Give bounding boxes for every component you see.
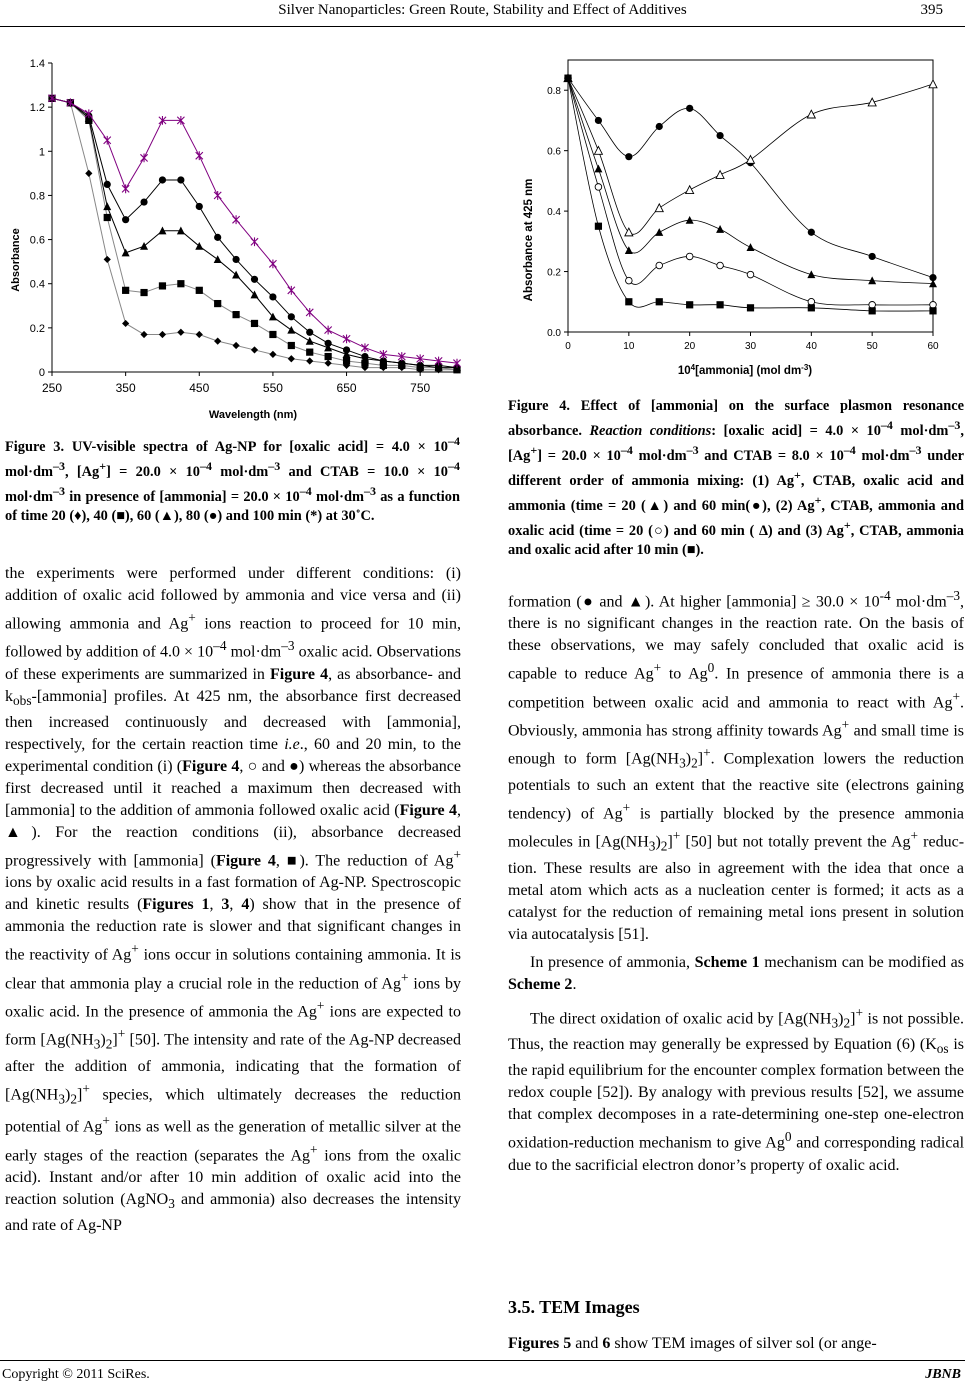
figure-3-data-point xyxy=(196,203,203,210)
figure-3-data-point xyxy=(287,326,295,334)
figure-3-data-point xyxy=(140,154,147,163)
figure-3-series-line xyxy=(52,98,457,369)
figure-3-data-point xyxy=(232,256,239,263)
figure-3-data-point xyxy=(325,340,332,347)
figure-3-data-point xyxy=(196,151,203,160)
figure-3-data-point xyxy=(306,308,313,317)
figure-3-x-tick-label: 350 xyxy=(115,381,136,395)
figure-4-data-point xyxy=(808,229,815,236)
figure-3-data-point xyxy=(288,313,295,320)
figure-4-data-point xyxy=(595,117,602,124)
figure-4-x-tick-label: 50 xyxy=(866,341,878,352)
journal-abbreviation: JBNB xyxy=(925,1367,961,1382)
figure-3-series-line xyxy=(52,98,457,369)
figure-3-data-point xyxy=(251,276,258,283)
figure-3-data-point xyxy=(122,184,129,193)
figure-3-data-point xyxy=(343,346,350,353)
figure-3-data-point xyxy=(122,216,129,223)
figure-3-y-tick-label: 0.4 xyxy=(29,278,45,291)
figure-3-data-point xyxy=(140,289,147,296)
figure-3-data-point xyxy=(140,242,148,250)
figure-3-caption: Figure 3. UV-visible spectra of Ag-NP for [oxalic acid] = $4.0 \times 10^{-4}$ $mol\cdot dm^{-3}$, $[Ag^+] = 20.0 \times 10^{-4}$ $mol\cdot dm^{-3}$ and CTAB = $10.0 \times 10^{-4}$ $mol\cdot dm^{-3}$ in presence of [ammonia] = $20.0 \times 10^{-4}$ $mol\cdot dm^{-3}$ as a function of time 20 (♦), 40 (■), 60 (▲), 80 (●) and 100 min (*) at 30˚C. xyxy=(5,434,460,524)
figure-4-y-axis-label: Absorbance at 425 nm xyxy=(523,178,535,302)
figure-3-series-line xyxy=(52,98,457,367)
figure-4-data-point xyxy=(930,302,937,309)
figure-4-data-point xyxy=(747,243,755,251)
figure-3-x-tick-label: 550 xyxy=(262,381,283,395)
figure-3-data-point xyxy=(104,181,111,188)
figure-3-data-point xyxy=(214,338,221,345)
figure-3-data-point xyxy=(159,176,166,183)
figure-4-axes xyxy=(547,60,939,352)
figure-3-data-point xyxy=(159,282,166,289)
body-paragraph: the experiments were performed under different conditions: (i) addition of oxalic acid followed by ammonia and vice versa and (ii) allowing ammonia and Ag+ ions reaction to proceed for 10 min, followed by addition of $4.0 \times 10^{-4}$ $mol\cdot dm^{-3}$ oxalic acid. Observations of these experiments are summarized in Figure 4, as absorbance- and $k_{obs}-[ammonia]$ profiles. At 425 nm, the absorbance first decreased then increased continuously and decreased with [ammonia], respectively, for the certain reaction time i.e., 60 and 20 min, to the experimental condition (i) (Figure 4, ○ and ●) whereas the absorbance first decreased until it reached a maximum then decreased with [ammonia] to the addition of ammonia followed oxalic acid (Figure 4, ▲). For the reaction conditions (ii), absorbance decreased progressively with [ammonia] (Figure 4, ■). The reduction of Ag+ ions by oxalic acid results in a fast formation of Ag-NP. Spectroscopic and kinetic results (Figures 1, 3, 4) show that in the presence of ammonia the reduction rate is slower and that significant changes in the reactivity of Ag+ ions occur in solutions containing ammonia. It is clear that ammonia play a crucial role in the reduction of Ag+ ions by oxalic acid. In the presence of ammonia the Ag+ ions are expected to form $[Ag(NH_3)_2]^+$ [50]. The intensity and rate of the Ag-NP decreased after the addition of ammonia, indicating that the formation of $[Ag(NH_3)_2]^+$ species, which ultimately decreases the reduction potential of Ag+ ions as well as the generation of metallic silver at the early stages of the reaction (separates the Ag+ ions from the oxalic acid). Instant and/or after 10 min addition of oxalic acid into the reaction solution (AgNO$_3$ and ammonia) also decreases the intensity and rate of Ag-NP xyxy=(5,565,462,1235)
figure-4-data-point xyxy=(594,146,602,154)
figure-4-data-point xyxy=(626,277,633,284)
figure-3-data-point xyxy=(325,360,332,367)
body-paragraph: formation (● and ▲). At higher [ammonia] ≥ $30.0 \times 10^{-4}$ $mol\cdot dm^{-3}$, there is no significant changes in the reaction rate. On the basis of these observations, we may safely concluded that oxalic acid is capable to reduce Ag+ to Ag$^0$. In presence of ammonia there is a competition between oxalic acid and ammonia to react with Ag+. Obviously, ammonia has strong affinity towards Ag+ and small time is enough to form $[Ag(NH_3)_2]^+$. Complexation lowers the reduction potentials to such an extent that the reactive site (electrons gaining tendency) of Ag+ is partially blocked by the presence ammonia molecules in $[Ag(NH_3)_2]^+$ [50] but not totally prevent the Ag+ reduction. These results are also in agreement with the idea that once a metal atom which acts as a nucleation center is formed; it acts as a catalyst for the reduction of remaining metal ions present in solution via autocatalysis [51]. xyxy=(508,588,965,943)
page-footer xyxy=(0,1360,965,1386)
figure-4-data-point xyxy=(625,153,632,160)
figure-3-x-tick-label: 450 xyxy=(189,381,210,395)
page-header xyxy=(0,0,965,30)
section-heading: 3.5. TEM Images xyxy=(508,1297,640,1317)
right-column-text-continued xyxy=(508,1333,964,1355)
figure-4-data-point xyxy=(716,301,723,308)
figure-4-data-point xyxy=(747,304,754,311)
figure-3-data-point xyxy=(306,357,313,364)
figure-3-y-axis-label: Absorbance xyxy=(10,228,22,292)
figure-3-data-point xyxy=(288,286,295,295)
figure-3-y-tick-label: 0.2 xyxy=(29,322,45,335)
figure-4-data-point xyxy=(655,228,663,236)
figure-3-data-point xyxy=(104,136,111,145)
figure-4-data-point xyxy=(686,253,693,260)
figure-4-x-axis-label: $10^4[ammonia]$ (mol $dm^{-3}$) xyxy=(677,362,813,377)
figure-4-data-point xyxy=(868,98,876,106)
figure-3-data-point xyxy=(325,326,332,335)
figure-4-x-tick-label: 10 xyxy=(623,341,635,352)
figure-3-chart xyxy=(0,40,470,430)
figure-4-caption: Figure 4. Effect of [ammonia] on the surface plasmon resonance absorbance. Reaction conditions: [oxalic acid] = $4.0 \times 10^{-4}$ $mol\cdot dm^{-3}$, $[Ag^+] = 20.0 \times 10^{-4}$ $mol\cdot dm^{-3}$ and CTAB = $8.0 \times 10^{-4}$ $mol\cdot dm^{-3}$ under different order of ammonia mixing: (1) Ag+, CTAB, oxalic acid and ammonia (time = 20 (▲) and 60 min(●), (2) Ag+, CTAB, ammonia and oxalic acid (time = 20 (○) and 60 min ( ∆) and (3) Ag+, CTAB, ammonia and oxalic acid after 10 min (■). xyxy=(508,398,964,559)
figure-4-x-tick-label: 20 xyxy=(684,341,696,352)
figure-3-data-point xyxy=(232,342,239,349)
figure-4-data-point xyxy=(625,298,632,305)
figure-3-data-point xyxy=(269,259,276,268)
running-title: Silver Nanoparticles: Green Route, Stability and Effect of Additives xyxy=(278,2,687,18)
figure-3-data-point xyxy=(214,255,222,263)
figure-3-data-point xyxy=(214,300,221,307)
figure-3-y-tick-label: 1.2 xyxy=(29,102,45,115)
figure-3-x-axis-label: Wavelength (nm) xyxy=(208,409,298,421)
figure-3-data-point xyxy=(122,287,129,294)
figure-4-data-point xyxy=(717,262,724,269)
figure-3-x-tick-label: 250 xyxy=(41,381,63,395)
figure-3-axes xyxy=(30,58,457,395)
figure-3-data-point xyxy=(251,346,258,353)
figure-3-y-tick-label: 0.8 xyxy=(29,190,45,203)
figure-4-data-point xyxy=(686,186,694,194)
figure-3-data-point xyxy=(104,214,111,221)
figure-4-data-point xyxy=(808,304,815,311)
figure-4-x-tick-label: 30 xyxy=(744,341,757,352)
figure-3-data-point xyxy=(251,320,258,327)
figure-4-chart xyxy=(505,40,965,390)
figure-3-x-tick-label: 650 xyxy=(336,381,357,395)
figure-4-data-point xyxy=(656,298,663,305)
figure-4-series-curve xyxy=(568,78,933,284)
figure-3-data-point xyxy=(85,170,92,177)
right-column-text xyxy=(508,585,964,1177)
figure-4-data-point xyxy=(686,301,693,308)
figure-3-data-point xyxy=(269,331,276,338)
figure-3-data-point xyxy=(104,256,111,263)
figure-3-data-point xyxy=(140,331,147,338)
figure-3-data-point xyxy=(177,329,184,336)
figure-3-y-tick-label: 1.4 xyxy=(29,58,45,70)
left-column-text xyxy=(5,563,461,1237)
figure-4-data-point xyxy=(807,270,815,278)
figure-3-data-point xyxy=(232,271,240,279)
figure-3-x-tick-label: 750 xyxy=(410,381,431,395)
figure-4-data-point xyxy=(929,307,936,314)
figure-4-data-point xyxy=(595,184,602,191)
figure-4-data-point xyxy=(656,123,663,130)
figure-4-data-point xyxy=(869,307,876,314)
figure-3-series-line xyxy=(52,98,457,367)
figure-4-x-tick-label: 40 xyxy=(805,341,817,352)
figure-3-data-point xyxy=(288,355,295,362)
figure-4-data-point xyxy=(716,171,724,179)
figure-4-plot-area xyxy=(564,74,937,315)
figure-4-data-point xyxy=(716,132,723,139)
figure-3-data-point xyxy=(361,353,368,360)
figure-3-data-point xyxy=(343,334,350,343)
figure-3-data-point xyxy=(122,249,130,257)
figure-3-data-point xyxy=(306,329,313,336)
figure-3-data-point xyxy=(122,320,129,327)
figure-4-y-tick-label: 0.8 xyxy=(547,86,561,98)
figure-3-data-point xyxy=(269,351,276,358)
figure-3-data-point xyxy=(343,357,350,364)
figure-4-data-point xyxy=(655,204,663,212)
figure-4-y-tick-label: 0.4 xyxy=(547,207,561,219)
figure-3-data-point xyxy=(196,331,203,338)
figure-3-data-point xyxy=(325,353,332,360)
body-paragraph: In presence of ammonia, Scheme 1 mechanism can be modified as Scheme 2. xyxy=(508,953,965,993)
header-rule xyxy=(0,26,965,27)
figure-4-y-tick-label: 0.6 xyxy=(547,146,561,158)
figure-4-y-tick-label: 0.0 xyxy=(547,328,561,339)
copyright-notice: Copyright © 2011 SciRes. xyxy=(2,1367,150,1382)
figure-3-data-point xyxy=(177,176,184,183)
figure-4-data-point xyxy=(747,271,754,278)
figure-4-data-point xyxy=(808,298,815,305)
figure-3-data-point xyxy=(232,311,239,318)
figure-3-data-point xyxy=(214,234,221,241)
figure-4-y-tick-label: 0.2 xyxy=(547,267,561,279)
figure-4-data-point xyxy=(594,165,602,173)
figure-3-data-point xyxy=(269,293,276,300)
figure-4-data-point xyxy=(869,302,876,309)
figure-3-data-point xyxy=(306,349,313,356)
figure-3-y-tick-label: 0 xyxy=(38,367,45,379)
body-paragraph: Figures 5 and 6 show TEM images of silver sol (or ange- xyxy=(508,1335,877,1352)
figure-4-x-tick-label: 60 xyxy=(927,341,939,352)
footer-rule xyxy=(0,1360,965,1361)
figure-4-data-point xyxy=(595,223,602,230)
figure-4-data-point xyxy=(716,225,724,233)
figure-4-data-point xyxy=(869,253,876,260)
figure-4-data-point xyxy=(807,110,815,118)
figure-3-data-point xyxy=(177,280,184,287)
figure-4-data-point xyxy=(564,75,571,82)
figure-3-data-point xyxy=(196,287,203,294)
figure-3-data-point xyxy=(288,342,295,349)
figure-3-data-point xyxy=(140,198,147,205)
figure-3-y-tick-label: 1 xyxy=(38,146,45,159)
figure-3-data-point xyxy=(306,337,314,345)
figure-3-data-point xyxy=(214,191,221,200)
figure-3-data-point xyxy=(159,331,166,338)
page-number: 395 xyxy=(920,2,943,18)
figure-3-data-point xyxy=(251,237,258,246)
figure-4-x-tick-label: 0 xyxy=(565,341,571,352)
figure-4-data-point xyxy=(929,80,937,88)
body-paragraph: The direct oxidation of oxalic acid by $[Ag(NH_3)_2]^+$ is not possible. Thus, the reaction may generally be expressed by Equation (6) ($K_{os}$ is the rapid equilibrium for the encounter complex formation between the redox couple [52]). By analogy with previous results [52], we assume that complex decomposes in a rate-determining one-step one-electron oxidation-reduction mechanism to give Ag$^0$ and corresponding radical due to the sacrificial electron donor’s property of oxalic acid. xyxy=(508,1004,965,1174)
figure-4-data-point xyxy=(686,105,693,112)
figure-4-data-point xyxy=(656,262,663,269)
figure-3-data-point xyxy=(232,215,239,224)
figure-3-plot-area xyxy=(48,94,461,373)
figure-3-y-tick-label: 0.6 xyxy=(29,234,45,247)
figure-3-data-point xyxy=(361,343,368,352)
figure-3-data-point xyxy=(195,242,203,250)
